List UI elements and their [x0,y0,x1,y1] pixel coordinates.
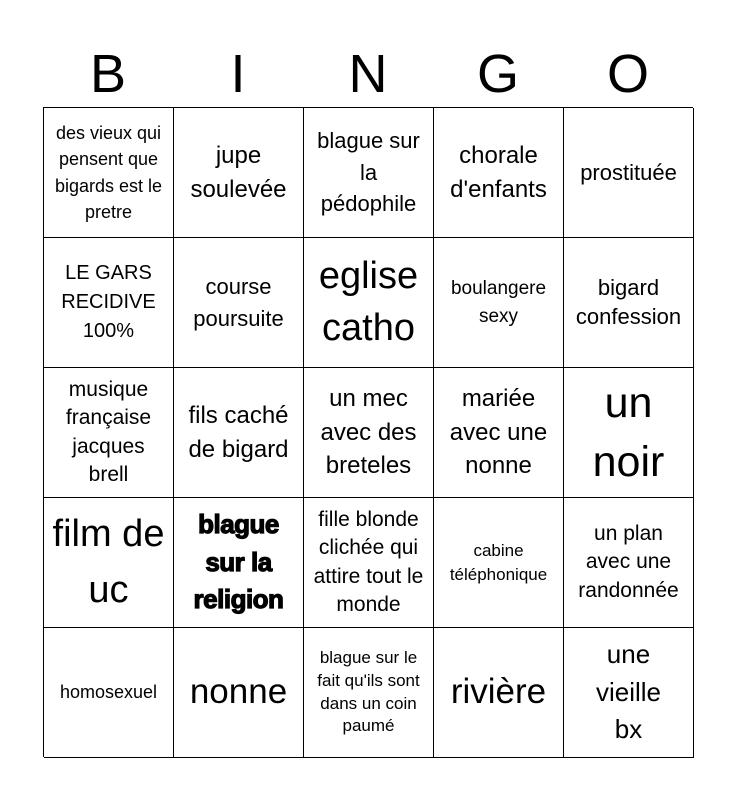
cell-text: fille blonde clichée qui attire tout le monde [313,507,424,616]
bingo-cell[interactable] [174,628,304,758]
cell-text: bigard confession [575,274,682,329]
header-letter-g: G [476,44,519,104]
bingo-cell[interactable] [304,108,434,238]
bingo-cell[interactable] [434,628,564,758]
bingo-cell[interactable] [434,368,564,498]
header-letter-b: B [89,44,127,104]
bingo-cell[interactable] [44,108,174,238]
bingo-cell[interactable] [564,498,694,628]
cell-text: des vieux qui pensent que bigards est le pretre [54,123,163,222]
header-letter-n: N [348,44,388,104]
bingo-cell[interactable] [564,108,694,238]
bingo-cell[interactable] [434,108,564,238]
cell-text: LE GARS RECIDIVE 100% [61,262,156,342]
cell-text: rivière [450,672,547,712]
cell-text: chorale d'enfants [450,141,547,203]
bingo-cell[interactable] [434,498,564,628]
bingo-cell[interactable] [44,238,174,368]
bingo-cell[interactable] [564,368,694,498]
bingo-cell[interactable] [44,368,174,498]
bingo-cell[interactable] [564,628,694,758]
bingo-cell[interactable] [174,108,304,238]
cell-text: un mec avec des breteles [320,385,417,480]
bingo-cell[interactable] [434,238,564,368]
bingo-cell[interactable] [44,628,174,758]
bingo-cell[interactable] [304,238,434,368]
cell-text: une vieille bx [595,638,662,745]
cell-text: blague sur la religion [193,508,284,615]
bingo-cell[interactable] [304,628,434,758]
header-letter-o: O [606,44,649,104]
bingo-cell[interactable] [564,238,694,368]
bingo-cell[interactable] [174,238,304,368]
cell-text: nonne [189,672,288,712]
bingo-cell[interactable] [174,368,304,498]
cell-text: homosexuel [59,682,158,703]
cell-text: un noir [592,379,665,486]
bingo-cell[interactable] [44,498,174,628]
cell-text: cabine téléphonique [449,540,548,584]
bingo-board [43,107,693,757]
header-letter-i: I [230,44,246,104]
cell-text: boulangere sexy [450,277,547,327]
cell-text: course poursuite [193,273,284,331]
cell-text: fils caché de bigard [188,401,289,463]
bingo-cell[interactable] [174,498,304,628]
cell-text: mariée avec une nonne [449,385,548,480]
cell-text: jupe soulevée [190,141,287,203]
cell-text: musique française jacques brell [65,377,152,486]
cell-text: un plan avec une randonnée [578,521,679,602]
cell-text: film de uc [52,513,165,611]
cell-text: blague sur le fait qu'ils sont dans un coin paumé [317,647,420,736]
bingo-cell[interactable] [304,368,434,498]
bingo-cell[interactable] [304,498,434,628]
cell-text: prostituée [580,159,677,185]
cell-text: blague sur la pédophile [317,127,420,217]
bingo-header [43,40,693,108]
cell-text: eglise catho [318,255,419,349]
